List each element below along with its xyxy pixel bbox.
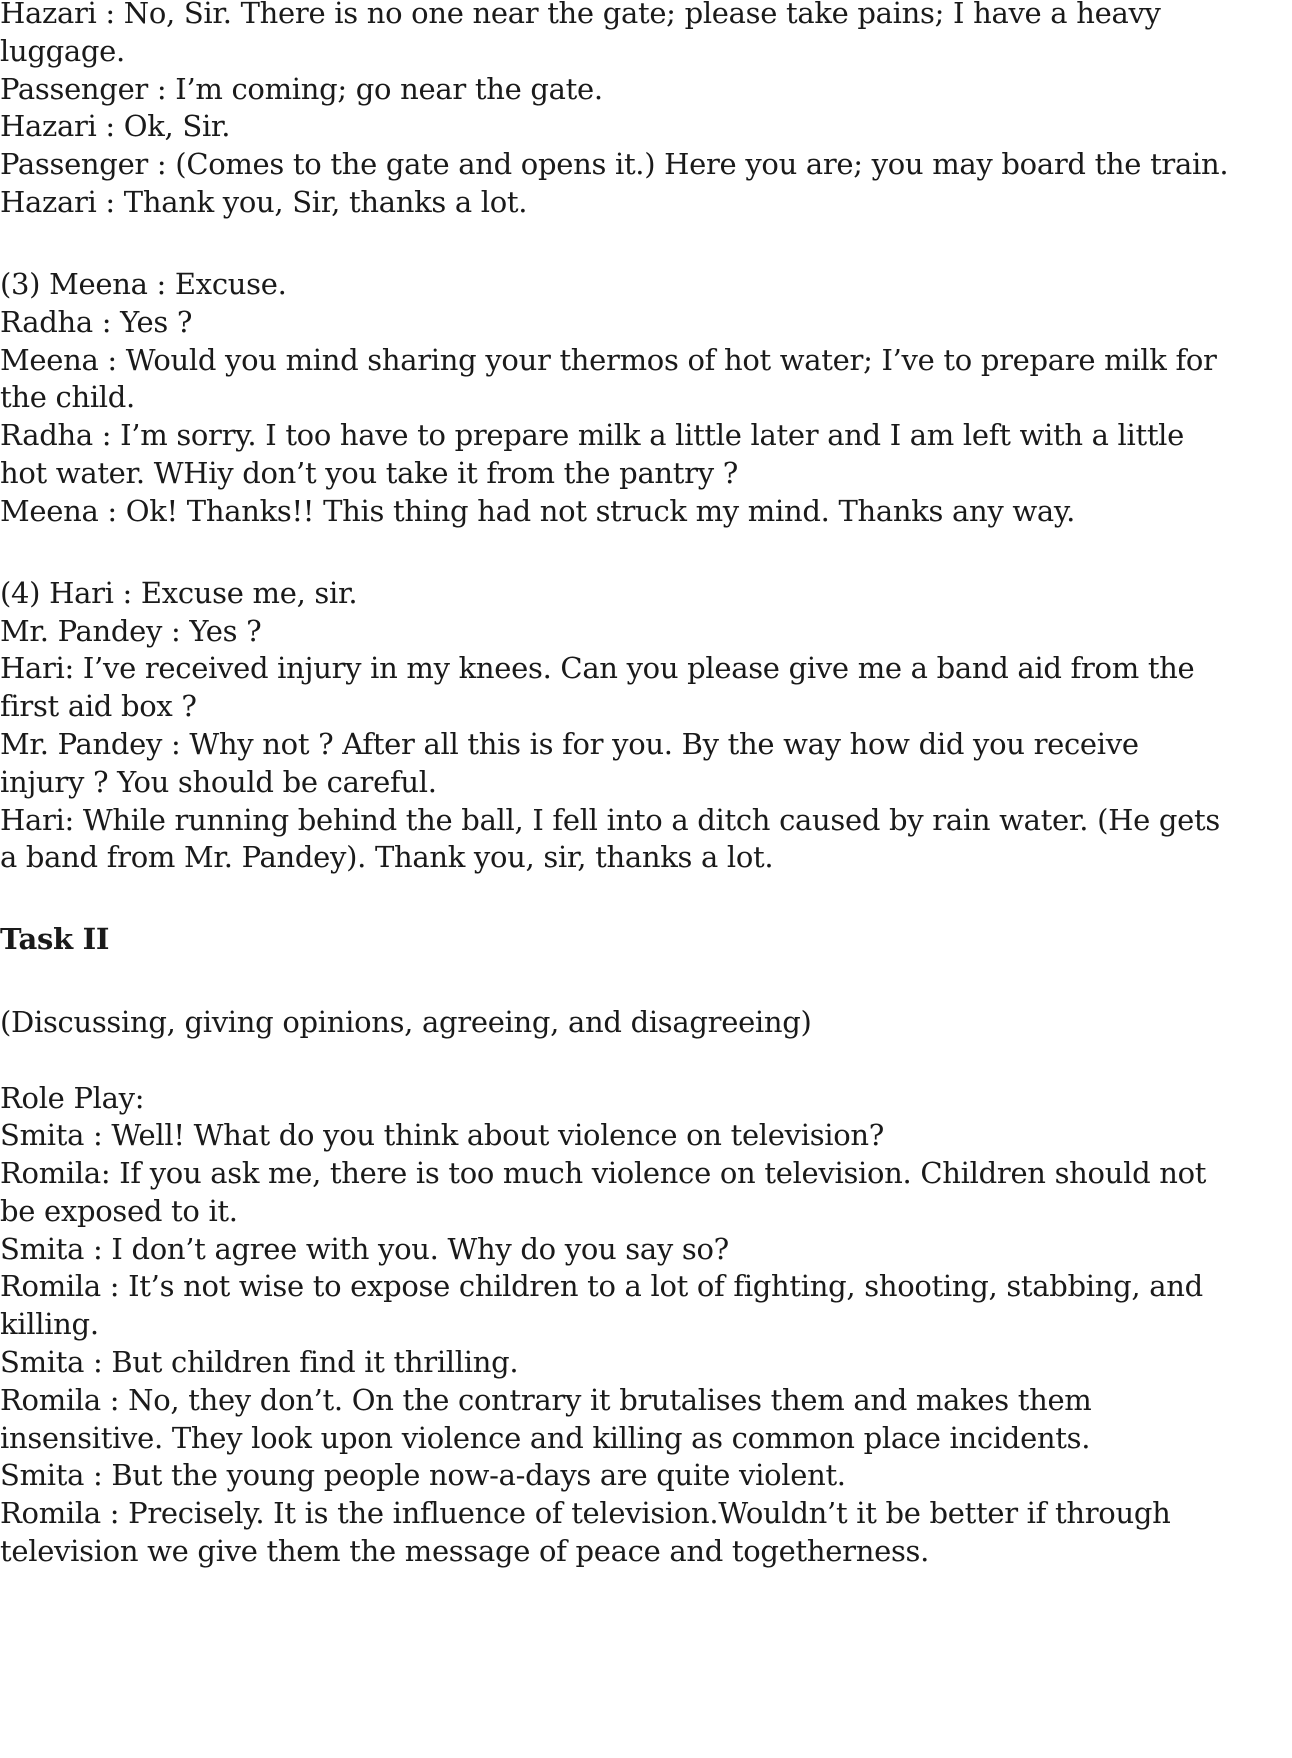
text-line: (4) Hari : Excuse me, sir. xyxy=(0,576,358,610)
text-line: Passenger : (Comes to the gate and opens it.) Here you are; you may board the train. xyxy=(0,147,1229,181)
text-line: Radha : I’m sorry. I too have to prepare milk a little later and I am left with a little xyxy=(0,418,1185,452)
text-line: Smita : But children find it thrilling. xyxy=(0,1345,519,1379)
text-line: Meena : Ok! Thanks!! This thing had not struck my mind. Thanks any way. xyxy=(0,494,1076,528)
text-line: Smita : I don’t agree with you. Why do you say so? xyxy=(0,1232,729,1266)
text-line: luggage. xyxy=(0,34,125,68)
text-line: Smita : But the young people now-a-days are quite violent. xyxy=(0,1458,846,1492)
text-line: the child. xyxy=(0,380,135,414)
text-line: a band from Mr. Pandey). Thank you, sir, thanks a lot. xyxy=(0,840,774,874)
text-line: (Discussing, giving opinions, agreeing, and disagreeing) xyxy=(0,1005,812,1039)
text-line: hot water. WHiy don’t you take it from the pantry ? xyxy=(0,456,738,490)
text-line: killing. xyxy=(0,1307,99,1341)
text-line: (3) Meena : Excuse. xyxy=(0,267,287,301)
text-line: Hazari : No, Sir. There is no one near the gate; please take pains; I have a heavy xyxy=(0,0,1161,30)
text-line: Romila : No, they don’t. On the contrary it brutalises them and makes them xyxy=(0,1383,1092,1417)
text-line: Romila : Precisely. It is the influence of television.Wouldn’t it be better if through xyxy=(0,1496,1171,1530)
text-line: Smita : Well! What do you think about violence on television? xyxy=(0,1118,885,1152)
text-line: Hazari : Thank you, Sir, thanks a lot. xyxy=(0,185,528,219)
text-line: Hari: While running behind the ball, I fell into a ditch caused by rain water. (He gets xyxy=(0,803,1220,837)
text-line: Mr. Pandey : Why not ? After all this is for you. By the way how did you receive xyxy=(0,727,1139,761)
text-line: Hari: I’ve received injury in my knees. Can you please give me a band aid from the xyxy=(0,651,1195,685)
text-line: television we give them the message of peace and togetherness. xyxy=(0,1534,930,1568)
text-line: Radha : Yes ? xyxy=(0,305,193,339)
text-line: Hazari : Ok, Sir. xyxy=(0,109,231,143)
text-line: insensitive. They look upon violence and killing as common place incidents. xyxy=(0,1421,1091,1455)
text-line: Mr. Pandey : Yes ? xyxy=(0,614,262,648)
text-line: Passenger : I’m coming; go near the gate. xyxy=(0,72,603,106)
text-line: Role Play: xyxy=(0,1081,145,1115)
text-line: be exposed to it. xyxy=(0,1194,238,1228)
text-line: Meena : Would you mind sharing your thermos of hot water; I’ve to prepare milk for xyxy=(0,343,1217,377)
text-line: first aid box ? xyxy=(0,689,197,723)
text-line: Romila: If you ask me, there is too much violence on television. Children should not xyxy=(0,1156,1207,1190)
text-line: injury ? You should be careful. xyxy=(0,765,437,799)
section-heading: Task II xyxy=(0,922,110,956)
text-line: Romila : It’s not wise to expose children to a lot of fighting, shooting, stabbing, and xyxy=(0,1269,1203,1303)
